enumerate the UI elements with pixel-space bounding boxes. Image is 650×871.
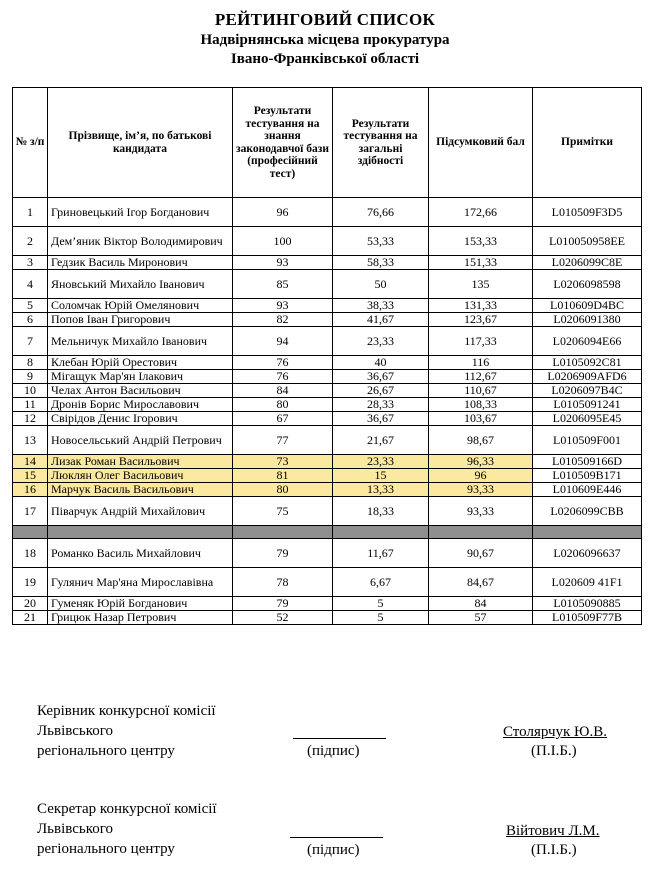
row-number: 5 [13,299,48,313]
table-row [13,270,642,299]
secretary-name: Війтович Л.М. [506,823,600,839]
total-score: 172,66 [429,198,533,227]
candidate-name: Марчук Василь Васильович [48,483,233,497]
general-test-score: 5 [333,597,429,611]
secretary-name-label: (П.І.Б.) [531,842,577,858]
general-test-score: 36,67 [333,370,429,384]
notes-code: L010509F3D5 [533,198,642,227]
total-score: 135 [429,270,533,299]
candidate-name: Дем’яник Віктор Володимирович [48,227,233,256]
total-score: 98,67 [429,426,533,455]
law-test-score: 67 [233,412,333,426]
table-row [13,455,642,469]
general-test-score: 13,33 [333,483,429,497]
law-test-score: 80 [233,398,333,412]
col-number-header: № з/п [13,88,48,198]
row-number: 20 [13,597,48,611]
notes-code: L0206095E45 [533,412,642,426]
general-test-score: 21,67 [333,426,429,455]
table-row [13,568,642,597]
table-row [13,370,642,384]
total-score: 84,67 [429,568,533,597]
head-name-label: (П.І.Б.) [531,743,577,759]
col-law-test-header: Результати тестування на знання законодавчої бази (професійний тест) [233,88,333,198]
separator-row [13,526,642,539]
general-test-score: 41,67 [333,313,429,327]
notes-code: L010050958EE [533,227,642,256]
law-test-score: 100 [233,227,333,256]
row-number: 11 [13,398,48,412]
total-score: 116 [429,356,533,370]
candidate-name: Люклян Олег Васильович [48,469,233,483]
notes-code: L0206099CBB [533,497,642,526]
candidate-name: Гедзик Василь Миронович [48,256,233,270]
table-row [13,227,642,256]
general-test-score: 58,33 [333,256,429,270]
law-test-score: 79 [233,539,333,568]
table-row [13,469,642,483]
candidate-name: Гриновецький Ігор Богданович [48,198,233,227]
general-test-score: 15 [333,469,429,483]
total-score: 151,33 [429,256,533,270]
candidate-name: Дронів Борис Мирославович [48,398,233,412]
notes-code: L010609D4BC [533,299,642,313]
candidate-name: Соломчак Юрій Омелянович [48,299,233,313]
table-row [13,198,642,227]
table-row [13,299,642,313]
table-body-bottom [13,539,642,625]
candidate-name: Новосельський Андрій Петрович [48,426,233,455]
row-number: 13 [13,426,48,455]
table-row [13,256,642,270]
law-test-score: 76 [233,356,333,370]
general-test-score: 5 [333,611,429,625]
law-test-score: 52 [233,611,333,625]
candidate-name: Гуменяк Юрій Богданович [48,597,233,611]
candidate-name: Піварчук Андрій Михайлович [48,497,233,526]
table-row [13,327,642,356]
table-row [13,483,642,497]
ranking-table [12,87,642,625]
total-score: 108,33 [429,398,533,412]
row-number: 2 [13,227,48,256]
row-number: 12 [13,412,48,426]
total-score: 131,33 [429,299,533,313]
notes-code: L010509F001 [533,426,642,455]
law-test-score: 82 [233,313,333,327]
candidate-name: Грицюк Назар Петрович [48,611,233,625]
law-test-score: 93 [233,256,333,270]
notes-code: L0206099C8E [533,256,642,270]
general-test-score: 18,33 [333,497,429,526]
row-number: 14 [13,455,48,469]
general-test-score: 26,67 [333,384,429,398]
row-number: 3 [13,256,48,270]
law-test-score: 78 [233,568,333,597]
row-number: 4 [13,270,48,299]
general-test-score: 36,67 [333,412,429,426]
candidate-name: Мігащук Мар'ян Ілакович [48,370,233,384]
law-test-score: 81 [233,469,333,483]
total-score: 96 [429,469,533,483]
secretary-role-line1: Секретар конкурсної комісії [37,801,217,817]
head-name: Столярчук Ю.В. [503,724,607,740]
table-row [13,597,642,611]
row-number: 15 [13,469,48,483]
table-row [13,539,642,568]
law-test-score: 79 [233,597,333,611]
candidate-name: Лизак Роман Васильович [48,455,233,469]
general-test-score: 23,33 [333,455,429,469]
notes-code: L0206098598 [533,270,642,299]
total-score: 110,67 [429,384,533,398]
law-test-score: 96 [233,198,333,227]
table-row [13,611,642,625]
row-number: 21 [13,611,48,625]
candidate-name: Яновський Михайло Іванович [48,270,233,299]
general-test-score: 28,33 [333,398,429,412]
table-row [13,313,642,327]
head-role-line3: регіонального центру [37,743,175,759]
table-row [13,384,642,398]
head-signature-label: (підпис) [307,743,360,759]
total-score: 93,33 [429,497,533,526]
head-signature-role [37,701,216,761]
total-score: 117,33 [429,327,533,356]
row-number: 18 [13,539,48,568]
page-subtitle-region: Івано-Франківської області [230,51,420,67]
notes-code: L0206097B4C [533,384,642,398]
page-subtitle-office: Надвірнянська місцева прокуратура [200,32,450,48]
law-test-score: 76 [233,370,333,384]
law-test-score: 93 [233,299,333,313]
candidate-name: Свірідов Денис Ігорович [48,412,233,426]
total-score: 112,67 [429,370,533,384]
col-notes-header: Примітки [533,88,642,198]
total-score: 93,33 [429,483,533,497]
total-score: 57 [429,611,533,625]
secretary-signature-label: (підпис) [307,842,360,858]
table-row [13,426,642,455]
total-score: 90,67 [429,539,533,568]
head-role-line1: Керівник конкурсної комісії [37,703,216,719]
notes-code: L0105091241 [533,398,642,412]
head-signature-line [293,738,386,739]
col-total-header: Підсумковий бал [429,88,533,198]
table-row [13,412,642,426]
row-number: 7 [13,327,48,356]
candidate-name: Клебан Юрій Орестович [48,356,233,370]
notes-code: L0105090885 [533,597,642,611]
law-test-score: 85 [233,270,333,299]
general-test-score: 40 [333,356,429,370]
row-number: 17 [13,497,48,526]
row-number: 8 [13,356,48,370]
notes-code: L0206094E66 [533,327,642,356]
table-separator [13,526,642,539]
table-row [13,398,642,412]
law-test-score: 84 [233,384,333,398]
secretary-signature-role [37,799,217,859]
row-number: 1 [13,198,48,227]
row-number: 6 [13,313,48,327]
table-body-top [13,198,642,526]
notes-code: L0105092C81 [533,356,642,370]
general-test-score: 23,33 [333,327,429,356]
candidate-name: Челах Антон Васильович [48,384,233,398]
head-role-line2: Львівського [37,723,114,739]
page-title: РЕЙТИНГОВИЙ СПИСОК [214,10,436,29]
law-test-score: 94 [233,327,333,356]
total-score: 123,67 [429,313,533,327]
candidate-name: Романко Василь Михайлович [48,539,233,568]
general-test-score: 38,33 [333,299,429,313]
general-test-score: 76,66 [333,198,429,227]
notes-code: L0206091380 [533,313,642,327]
total-score: 103,67 [429,412,533,426]
notes-code: L0206909AFD6 [533,370,642,384]
candidate-name: Мельничук Михайло Іванович [48,327,233,356]
row-number: 16 [13,483,48,497]
secretary-signature-line [290,837,383,838]
col-name-header: Прізвище, ім’я, по батькові кандидата [48,88,233,198]
law-test-score: 73 [233,455,333,469]
law-test-score: 80 [233,483,333,497]
notes-code: L020609 41F1 [533,568,642,597]
notes-code: L010509B171 [533,469,642,483]
table-row [13,356,642,370]
row-number: 19 [13,568,48,597]
notes-code: L0206096637 [533,539,642,568]
candidate-name: Гулянич Мар'яна Мирославівна [48,568,233,597]
row-number: 10 [13,384,48,398]
table-row [13,497,642,526]
notes-code: L010609E446 [533,483,642,497]
total-score: 84 [429,597,533,611]
col-general-test-header: Результати тестування на загальні здібності [333,88,429,198]
general-test-score: 11,67 [333,539,429,568]
total-score: 153,33 [429,227,533,256]
law-test-score: 77 [233,426,333,455]
secretary-role-line2: Львівського [37,821,114,837]
table-header-row [13,88,642,198]
total-score: 96,33 [429,455,533,469]
general-test-score: 50 [333,270,429,299]
law-test-score: 75 [233,497,333,526]
general-test-score: 6,67 [333,568,429,597]
candidate-name: Попов Іван Григорович [48,313,233,327]
notes-code: L010509F77B [533,611,642,625]
notes-code: L010509166D [533,455,642,469]
row-number: 9 [13,370,48,384]
secretary-role-line3: регіонального центру [37,841,175,857]
general-test-score: 53,33 [333,227,429,256]
